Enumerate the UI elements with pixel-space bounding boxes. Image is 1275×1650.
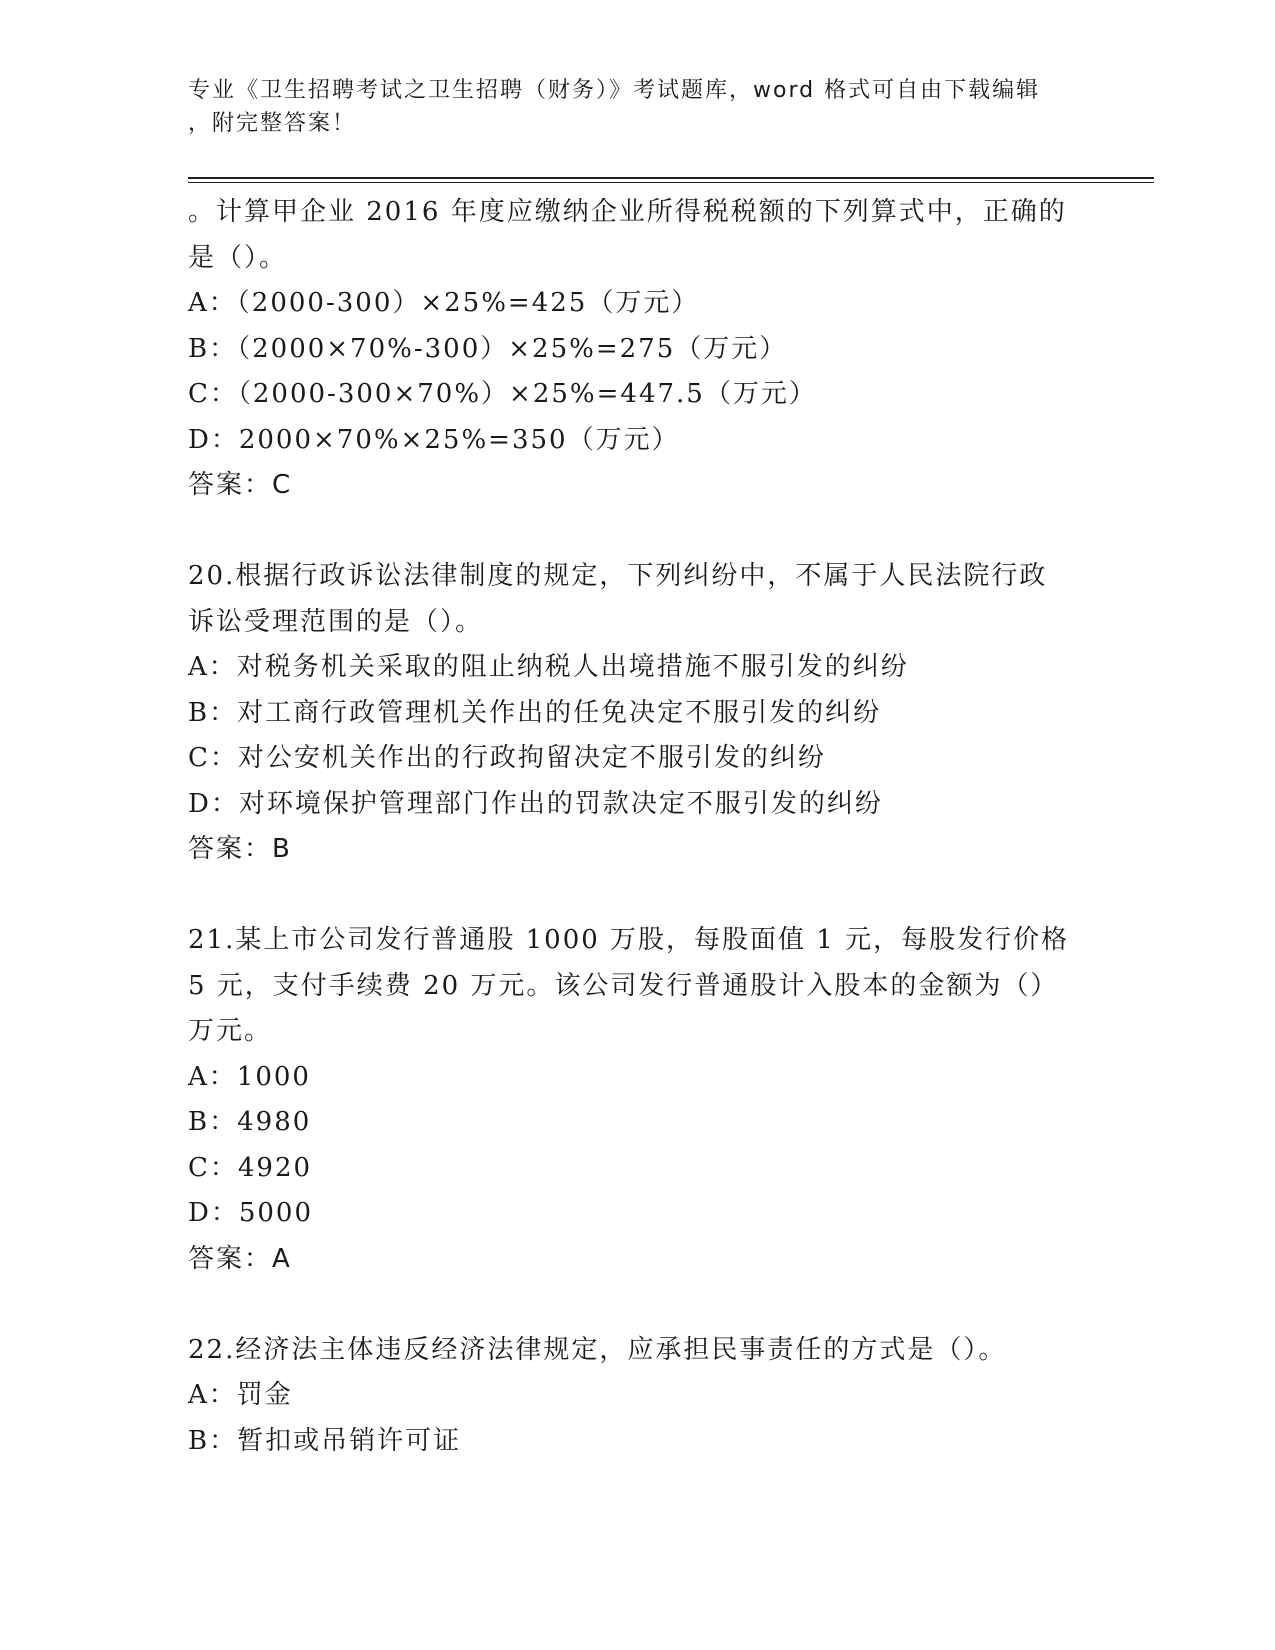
header-divider-thick xyxy=(188,177,1154,179)
option-c: C：4920 xyxy=(188,1152,313,1183)
option-b: B：4980 xyxy=(188,1107,312,1137)
question-19 xyxy=(188,190,1128,509)
header-title-line-2: ，附完整答案！ xyxy=(188,111,357,136)
question-21 xyxy=(188,918,1128,1282)
question-22 xyxy=(188,1328,1128,1465)
answer-key: 答案：B xyxy=(188,834,292,864)
option-b: B：对工商行政管理机关作出的任免决定不服引发的纠纷 xyxy=(188,697,882,728)
option-a: A：罚金 xyxy=(188,1380,293,1410)
option-c: C：（2000-300×70%）×25%=447.5（万元） xyxy=(188,379,817,409)
option-d: D：2000×70%×25%=350（万元） xyxy=(188,424,680,455)
spacer xyxy=(188,509,1128,555)
question-stem: 是（）。 xyxy=(188,242,288,273)
option-d: D：对环境保护管理部门作出的罚款决定不服引发的纠纷 xyxy=(188,788,883,819)
option-a: A：（2000-300）×25%=425（万元） xyxy=(188,288,700,318)
question-stem: 诉讼受理范围的是（）。 xyxy=(188,606,484,637)
question-stem: 22.经济法主体违反经济法律规定，应承担民事责任的方式是（）。 xyxy=(188,1334,1007,1365)
question-stem: 21.某上市公司发行普通股 1000 万股，每股面值 1 元，每股发行价格 xyxy=(188,925,1070,955)
question-list xyxy=(188,190,1128,1464)
question-stem: 20.根据行政诉讼法律制度的规定，下列纠纷中，不属于人民法院行政 xyxy=(188,561,1048,591)
question-stem: 万元。 xyxy=(188,1016,273,1046)
spacer xyxy=(188,1282,1128,1328)
document-header xyxy=(188,74,1068,140)
answer-key: 答案：C xyxy=(188,470,293,500)
question-20 xyxy=(188,554,1128,873)
spacer xyxy=(188,873,1128,919)
option-a: A：对税务机关采取的阻止纳税人出境措施不服引发的纠纷 xyxy=(188,652,909,682)
option-d: D：5000 xyxy=(188,1198,314,1228)
question-stem: 。计算甲企业 2016 年度应缴纳企业所得税税额的下列算式中，正确的 xyxy=(188,197,1067,227)
option-b: B：（2000×70%-300）×25%=275（万元） xyxy=(188,333,788,364)
header-divider-thin xyxy=(188,182,1154,183)
answer-key: 答案：A xyxy=(188,1243,292,1274)
option-a: A：1000 xyxy=(188,1061,311,1092)
question-stem: 5 元，支付手续费 20 万元。该公司发行普通股计入股本的金额为（） xyxy=(188,970,1059,1001)
header-title-line-1: 专业《卫生招聘考试之卫生招聘（财务）》考试题库，word 格式可自由下载编辑 xyxy=(188,78,1041,103)
option-b: B：暂扣或吊销许可证 xyxy=(188,1425,462,1456)
option-c: C：对公安机关作出的行政拘留决定不服引发的纠纷 xyxy=(188,743,826,773)
